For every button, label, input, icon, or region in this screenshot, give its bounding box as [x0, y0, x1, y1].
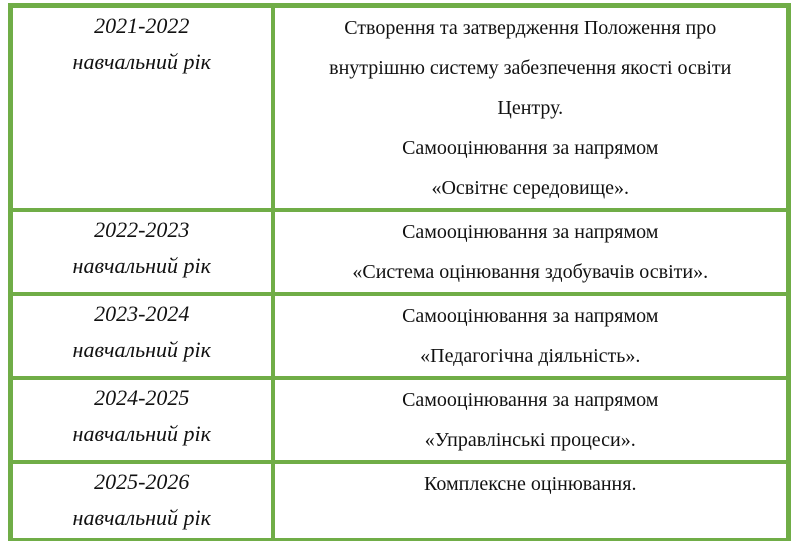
year-cell [11, 210, 273, 294]
year-label: навчальний рік [72, 337, 211, 362]
year-text: 2022-2023 [94, 217, 190, 242]
activity-line: Самооцінювання за напрямом [402, 137, 659, 159]
table-row [11, 378, 789, 462]
table-row [11, 294, 789, 378]
activity-line: «Педагогічна діяльність». [420, 345, 641, 367]
year-cell [11, 462, 273, 540]
year-label: навчальний рік [72, 421, 211, 446]
activity-line: Комплексне оцінювання. [424, 473, 637, 495]
year-text: 2024-2025 [94, 385, 190, 410]
activity-cell [273, 210, 789, 294]
year-cell [11, 294, 273, 378]
table-row [11, 6, 789, 211]
activity-line: «Система оцінювання здобувачів освіти». [352, 261, 709, 283]
activity-line: Самооцінювання за напрямом [402, 221, 659, 243]
year-label: навчальний рік [72, 505, 211, 530]
activity-cell [273, 462, 789, 540]
self-assessment-schedule-table [8, 3, 791, 541]
table-row [11, 210, 789, 294]
year-text: 2025-2026 [94, 469, 190, 494]
activity-line: внутрішню систему забезпечення якості освіти [329, 57, 732, 79]
year-text: 2023-2024 [94, 301, 190, 326]
activity-line: «Освітнє середовище». [431, 177, 630, 199]
activity-line: Самооцінювання за напрямом [402, 389, 659, 411]
activity-line: Самооцінювання за напрямом [402, 305, 659, 327]
activity-cell [273, 6, 789, 211]
year-cell [11, 378, 273, 462]
year-label: навчальний рік [72, 253, 211, 278]
year-text: 2021-2022 [94, 13, 190, 38]
table-row [11, 462, 789, 540]
activity-cell [273, 378, 789, 462]
activity-cell [273, 294, 789, 378]
activity-line: Центру. [497, 97, 564, 119]
activity-line: «Управлінські процеси». [424, 429, 636, 451]
year-cell [11, 6, 273, 211]
activity-line: Створення та затвердження Положення про [344, 17, 717, 39]
year-label: навчальний рік [72, 49, 211, 74]
